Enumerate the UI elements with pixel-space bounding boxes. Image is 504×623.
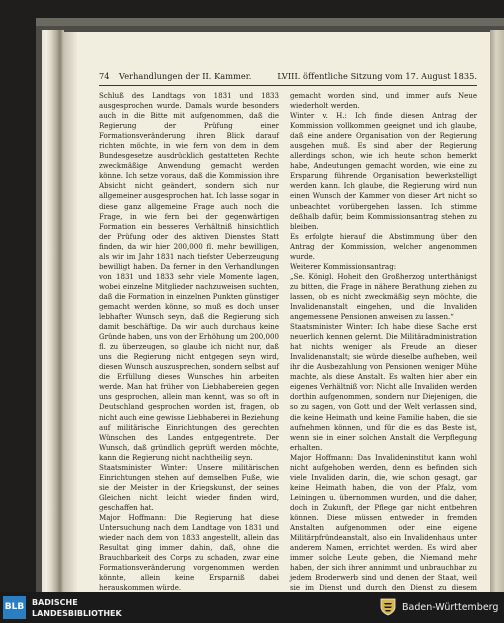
paragraph: Winter v. H.: Ich finde diesen Antrag der Kommission vollkommen geeignet und ich glaube, daß eine andere Organisation von der Regierung ausgehen muß. Es sind aber der Regierung allerdings schon, wie ich heute schon bemerkt habe, Andeutungen gemacht worden, wie eine zu Ersparung führende Organisation bewerkstelligt werden kann. Ich glaube, die Regierung wird nun einen Wunsch der Kammer von dieser Art nicht so unbeachtet vorübergehen lassen. Ich stimme deßhalb dafür, beim Kommissionsantrag stehen zu bleiben.	[290, 111, 477, 231]
header-rule	[99, 85, 477, 86]
page-number: 74	[99, 71, 110, 81]
paragraph: Schluß des Landtags von 1831 und 1833 ausgesprochen wurde. Damals wurde besonders auch in die Bitte mit aufgenommen, daß die Regierung der Prüfung einer Formationsveränderung ihren Blick darauf richten möchte, in wie fern von dem in dem Bundesgesetze ausdrücklich gestatteten Rechte zweckmäßige Anwendung gemacht werden könne. Ich setze voraus, daß die Kommission ihre Absicht nicht geändert, sondern sich nur allgemeiner ausgesprochen hat. Ich lasse sogar in diese ganz allgemeine Frage auch noch die Frage, in wie fern bei der gegenwärtigen Formation ein besseres Verhältniß hinsichtlich der Prüfung oder des aktiven Dienstes Statt finden, da wir hier 200,000 fl. mehr bewilligen, als wir im Jahr 1831 nach tiefster Ueberzeugung bewilligt haben. Da ferner in den Verhandlungen von 1831 und 1833 sehr viele Momente lagen, wobei einzelne Mitglieder nachzuweisen suchten, daß die Formation in einzelnen Punkten günstiger gemacht werden könne, so muß es doch unser lebhafter Wunsch seyn, daß die Regierung sich damit beschäftige. Da wir auch durchaus keine Gründe haben, uns von der Erhöhung um 200,000 fl. zu überzeugen, so glaube ich nicht nur, daß uns die Regierung nicht entgegen seyn wird, diesen Wunsch auszusprechen, sondern selbst auf die Erfüllung dieses Wunsches hin arbeiten werde. Man hat früher von Liebhabereien gegen uns gesprochen, allein man kennt, was so oft in Deutschland gesprochen worden ist, fragen, ob nicht auch eine gewisse Liebhaberei in Beziehung auf militärische Einrichtungen des gerechten Wünschen des Landes entgegentrete. Der Wunsch, daß gründlich geprüft werden möchte, kann die Regierung nicht nachtheilig seyn.	[99, 91, 279, 462]
sitting-title: LVIII. öffentliche Sitzung vom 17. August 1835.	[277, 71, 477, 81]
paragraph: „Se. Königl. Hoheit den Großherzog unterthänigst zu bitten, die Frage in nähere Berathung ziehen zu lassen, ob es nicht zweckmäßig seyn möchte, die Invalidenanstalt eingehen, und die Invaliden angemessene Pensionen anweisen zu lassen.“	[290, 271, 477, 322]
text-column-left	[99, 91, 279, 592]
page-stack-right	[490, 30, 504, 592]
library-name-line2: LANDESBIBLIOTHEK	[32, 609, 122, 618]
running-title: Verhandlungen der II. Kammer.	[119, 71, 252, 81]
library-name-line1: BADISCHE	[32, 598, 78, 607]
paragraph: Major Hoffmann: Die Regierung hat diese Untersuchung nach dem Landtage von 1831 und wieder nach dem von 1833 angestellt, allein das Resultat ging immer dahin, daß, ohne die Brauchbarkeit des Corps zu schaden, zwar eine Formationsveränderung vorgenommen werden könnte, allein keine Ersparniß dabei herauskommen würde.	[99, 512, 279, 592]
gutter-shadow	[64, 32, 78, 592]
state-name[interactable]: Baden-Württemberg	[402, 602, 499, 613]
scanned-page	[64, 32, 490, 592]
running-header	[99, 71, 477, 83]
blb-logo-icon[interactable]: BLB	[3, 596, 26, 619]
library-name[interactable]	[32, 597, 122, 619]
paragraph: Staatsminister Winter: Ich habe diese Sache erst neuerlich kennen gelernt. Die Militäradministration hat nichts weniger als Freude an dieser Invalidenanstalt; sie würde dieselbe aufheben, weil ihr die Ausbezahlung von Pensionen weniger Mühe machte, als diese Anstalt. Es walten hier aber ein eigenes Verhältniß vor: Nicht alle Invaliden werden dorthin aufgenommen, sondern nur Diejenigen, die so zu sagen, von Gott und der Welt verlassen sind, die keine Heimath und keine Familie haben, die sie aufnehmen können, und für die es das Beste ist, wenn sie in einer solchen Anstalt die Verpflegung erhalten.	[290, 322, 477, 452]
paragraph: Major Hoffmann: Das Invalideninstitut kann wohl nicht aufgehoben werden, denn es befinden sich viele Invaliden darin, die, wie schon gesagt, gar keine Heimath haben, die von der Pfalz, vom Leiningen u. übernommen wurden, und die daher, doch in Zukunft, der Pflege gar nicht entbehren können. Diese müssen entweder in fremden Anstalten aufgenommen oder eine eigene Militärpfründeanstalt, also ein Invalidenhaus unter anderem Namen, errichtet werden. Es wird aber immer solche Leute geben, die Niemand mehr haben, der sich ihrer annimmt und unbrauchbar zu jedem Broderwerb sind und denen der Staat, weil sie im Dienst und durch den Dienst zu diesem	[290, 452, 477, 592]
page-stack-left	[42, 30, 64, 592]
paragraph: Staatsminister Winter: Unsere militärischen Einrichtungen stehen auf demselben Fuße, wie sie der Meister in der Kriegskunst, der seines Gleichen nicht leicht wieder finden wird, geschaffen hat.	[99, 462, 279, 512]
text-column-right	[290, 91, 477, 592]
paragraph: Weiterer Kommissionsantrag:	[290, 261, 397, 271]
paragraph: gemacht worden sind, und immer aufs Neue wiederholt werden.	[290, 91, 477, 111]
baden-wuerttemberg-crest-icon[interactable]	[380, 598, 396, 616]
paragraph: Es erfolgte hierauf die Abstimmung über den Antrag der Kommission, welcher angenommen wurde.	[290, 231, 477, 261]
